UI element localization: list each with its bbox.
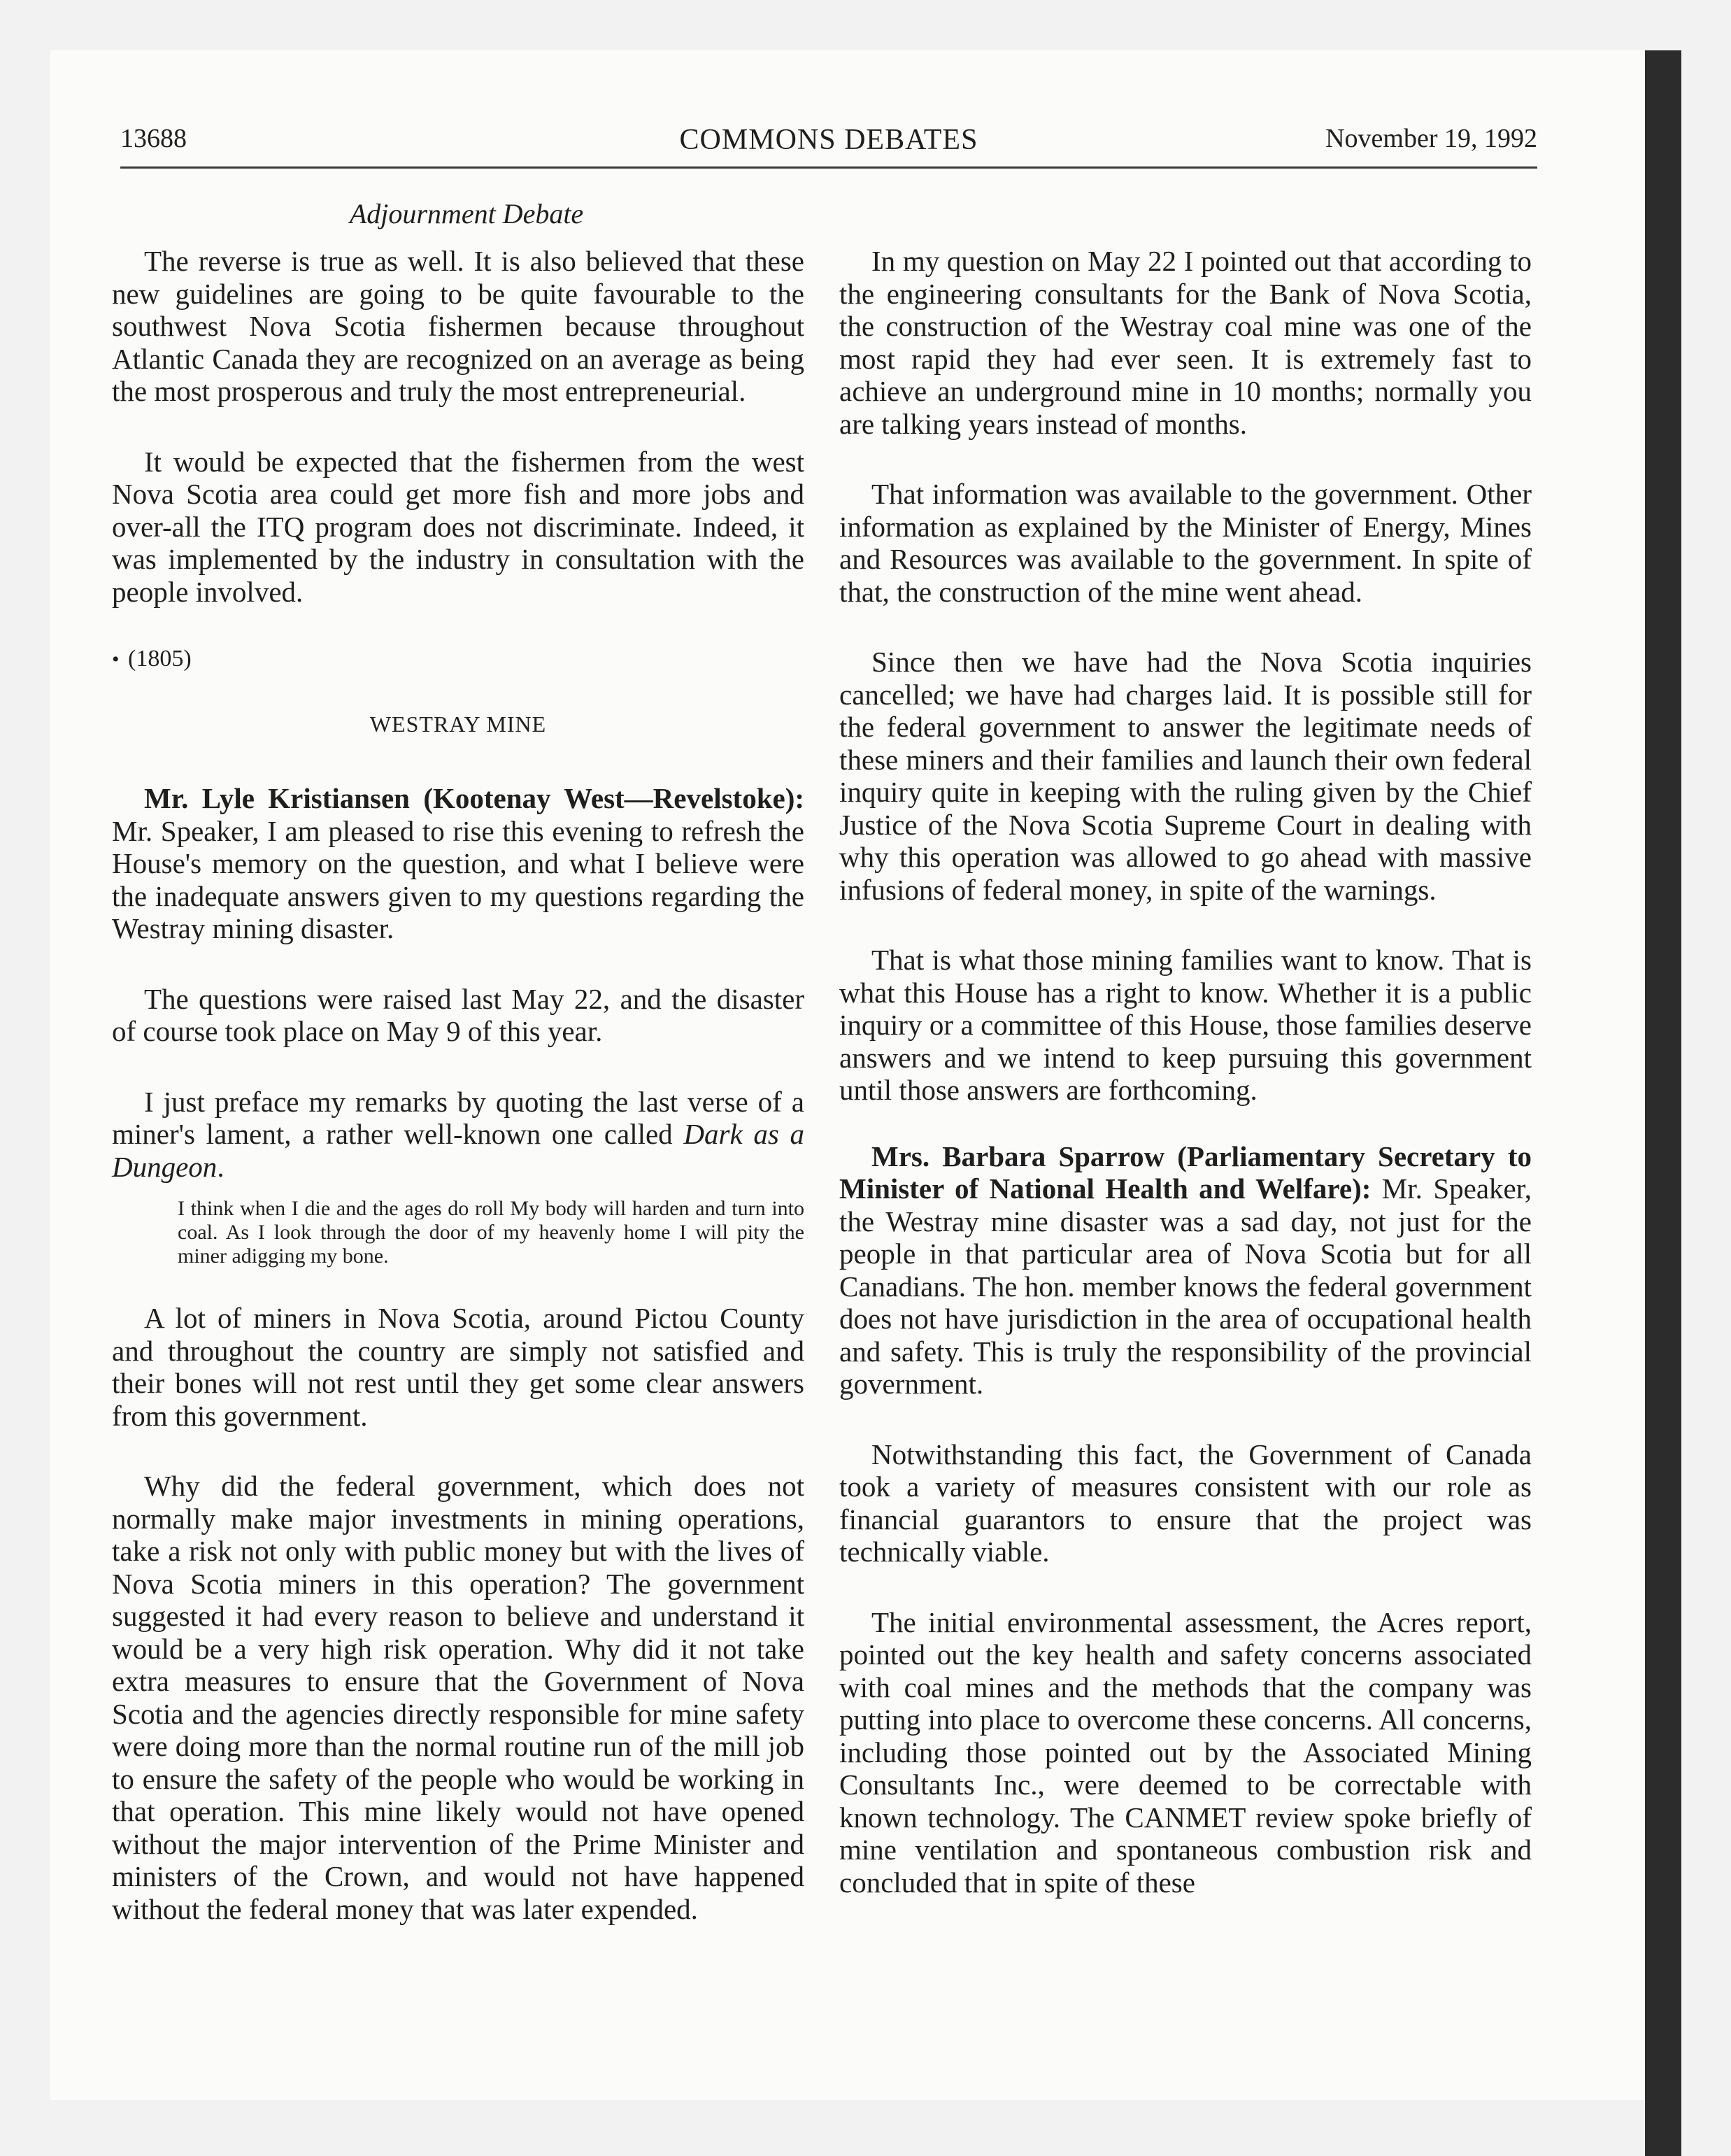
paragraph: Why did the federal government, which does not normally make major investments in mining operations, take a risk not only with public money but with the lives of Nova Scotia miners in this operation? The government suggested it had every reason to believe and understand it would be a very high risk operation. Why did it not take extra measures to ensure that the Government of Nova Scotia and the agencies directly responsible for mine safety were doing more than the normal routine run of the mill job to ensure the safety of the people who would be working in that operation. This mine likely would not have opened without the major intervention of the Prime Minister and ministers of the Crown, and would not have happened without the federal money that was later expended. bbox=[112, 1470, 804, 1925]
timestamp-text: (1805) bbox=[128, 646, 192, 672]
paragraph: A lot of miners in Nova Scotia, around Pictou County and throughout the country are simply not satisfied and their bones will not rest until they get some clear answers from this government. bbox=[112, 1302, 804, 1432]
paragraph: The questions were raised last May 22, and the disaster of course took place on May 9 of this year. bbox=[112, 982, 804, 1047]
subject-heading: WESTRAY MINE bbox=[369, 711, 547, 737]
page-number: 13688 bbox=[120, 124, 187, 153]
paragraph: It would be expected that the fishermen from the west Nova Scotia area could get more fish and more jobs and over-all the ITQ program does not discriminate. Indeed, it was implemented by the industry in consultation with the people involved. bbox=[112, 445, 804, 608]
paragraph-text: I just preface my remarks by quoting the last verse of a miner's lament, a rather well-known one called bbox=[112, 1085, 804, 1150]
paragraph: Notwithstanding this fact, the Government of Canada took a variety of measures consistent with our role as financial guarantors to ensure that the project was technically viable. bbox=[839, 1438, 1532, 1568]
paragraph bbox=[112, 1086, 804, 1184]
speech-paragraph bbox=[112, 782, 804, 945]
speech-text: Mr. Speaker, I am pleased to rise this evening to refresh the House's memory on the question, and what I believe were the inadequate answers given to my questions regarding the Westray mining disaster. bbox=[112, 814, 804, 944]
song-title: Dark as a Dungeon bbox=[112, 1118, 805, 1183]
speaker-name: Mr. Lyle Kristiansen (Kootenay West—Revelstoke): bbox=[144, 782, 804, 814]
timestamp bbox=[112, 646, 804, 672]
speech-text: Mr. Speaker, the Westray mine disaster was a sad day, not just for the people in that particular area of Nova Scotia but for all Canadians. The hon. member knows the federal government does not have jurisdiction in the area of occupational health and safety. This is truly the responsibility of the provincial government. bbox=[839, 1172, 1532, 1400]
scan-edge-shadow bbox=[1645, 50, 1681, 2156]
left-column bbox=[112, 245, 804, 1963]
paragraph: That information was available to the government. Other information as explained by the Minister of Energy, Mines and Resources was available to the government. In spite of that, the construction of the mine went ahead. bbox=[839, 478, 1532, 608]
publication-title: COMMONS DEBATES bbox=[679, 124, 978, 156]
paragraph: That is what those mining families want to know. That is what this House has a right to know. Whether it is a public inquiry or a committee of this House, those families deserve answers and we intend to keep pursuing this government until those answers are forthcoming. bbox=[839, 944, 1532, 1106]
paragraph-end: . bbox=[217, 1150, 225, 1183]
paragraph: The reverse is true as well. It is also believed that these new guidelines are going to be quite favourable to the southwest Nova Scotia fishermen because throughout Atlantic Canada they are recognized on an average as being the most prosperous and truly the most entrepreneurial. bbox=[112, 245, 804, 407]
section-title: Adjournment Debate bbox=[349, 198, 584, 229]
right-column bbox=[839, 245, 1532, 1936]
paragraph: In my question on May 22 I pointed out that according to the engineering consultants for the Bank of Nova Scotia, the construction of the Westray coal mine was one of the most rapid they had ever seen. It is extremely fast to achieve an underground mine in 10 months; normally you are talking years instead of months. bbox=[839, 245, 1532, 440]
page-header bbox=[120, 123, 1537, 165]
paragraph: The initial environmental assessment, the Acres report, pointed out the key health and safety concerns associated with coal mines and the methods that the company was putting into place to overcome these concerns. All concerns, including those pointed out by the Associated Mining Consultants Inc., were deemed to be correctable with known technology. The CANMET review spoke briefly of mine ventilation and spontaneous combustion risk and concluded that in spite of these bbox=[839, 1605, 1532, 1899]
bullet-icon: • bbox=[112, 648, 120, 671]
paragraph: Since then we have had the Nova Scotia inquiries cancelled; we have had charges laid. It is possible still for the federal government to answer the legitimate needs of these miners and their families and launch their own federal inquiry quite in keeping with the ruling given by the Chief Justice of the Nova Scotia Supreme Court in dealing with why this operation was allowed to go ahead with massive infusions of federal money, in spite of the warnings. bbox=[839, 646, 1532, 906]
header-rule bbox=[120, 166, 1537, 169]
song-quote: I think when I die and the ages do roll My body will harden and turn into coal. As I look through the door of my heavenly home I will pity the miner adigging my bone. bbox=[178, 1197, 804, 1268]
speech-paragraph bbox=[839, 1140, 1532, 1400]
speaker-name: Mrs. Barbara Sparrow (Parliamentary Secretary to Minister of National Health and Welfare): bbox=[839, 1140, 1532, 1205]
page-date: November 19, 1992 bbox=[1325, 124, 1537, 153]
